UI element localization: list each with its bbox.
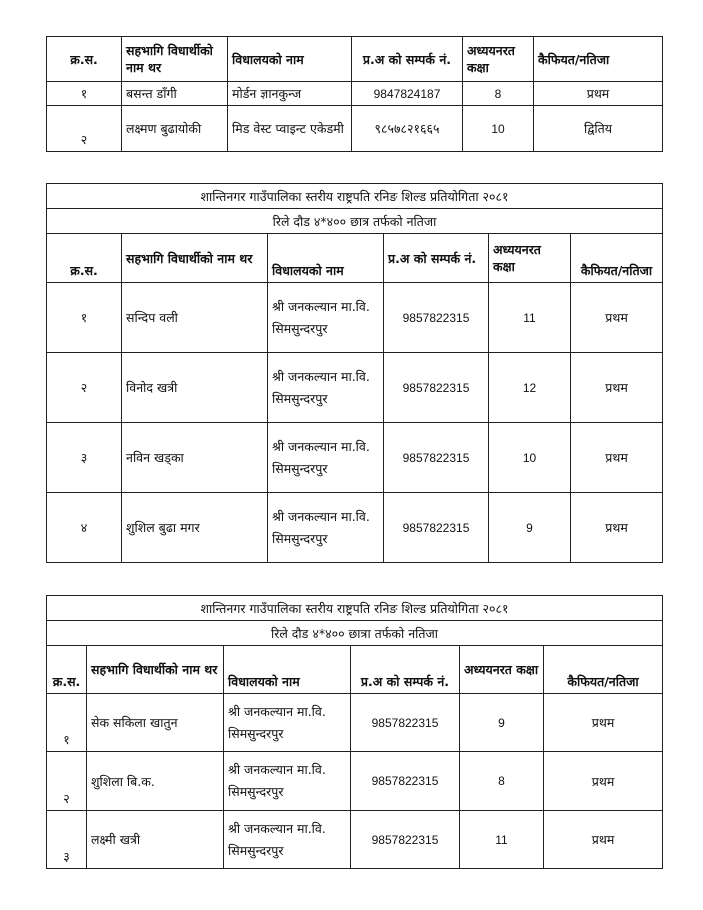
row-school: मिड वेस्ट प्वाइन्ट एकेडमी [228,106,352,152]
row-sn: ४ [47,493,122,563]
row-sn: ३ [47,811,87,869]
table-header-row [47,234,663,283]
table-subtitle-row [47,209,663,234]
results-table-2 [46,183,663,563]
header-school: विधालयको नाम [268,234,384,283]
row-phone: 9847824187 [352,82,463,106]
header-result: कैफियत/नतिजा [544,646,663,694]
table-row [47,283,663,353]
row-school: श्री जनकल्यान मा.वि. सिमसुन्दरपुर [224,752,351,811]
results-table-1 [46,36,663,152]
results-table-3 [46,595,663,869]
table-row [47,423,663,493]
header-phone: प्र.अ को सम्पर्क नं. [351,646,460,694]
row-sn: २ [47,106,122,152]
header-result: कैफियत/नतिजा [571,234,663,283]
row-name: शुशिला बि.क. [87,752,224,811]
table-title-row [47,596,663,621]
header-name: सहभागि विधार्थीको नाम थर [122,37,228,82]
row-grade: 11 [489,283,571,353]
table-row [47,493,663,563]
header-grade: अध्ययनरत कक्षा [463,37,534,82]
row-grade: 9 [460,694,544,752]
row-result: प्रथम [571,423,663,493]
table-row [47,752,663,811]
table-title: शान्तिनगर गाउँपालिका स्तरीय राष्ट्रपति रनिङ शिल्ड प्रतियोगिता २०८१ [47,596,663,621]
header-grade: अध्ययनरत कक्षा [460,646,544,694]
row-grade: 9 [489,493,571,563]
row-sn: २ [47,353,122,423]
header-school: विधालयको नाम [224,646,351,694]
table-row [47,811,663,869]
row-grade: 12 [489,353,571,423]
row-grade: 11 [460,811,544,869]
row-name: सेक सकिला खातुन [87,694,224,752]
row-grade: 10 [463,106,534,152]
row-result: द्वितिय [534,106,663,152]
row-school: श्री जनकल्यान मा.वि. सिमसुन्दरपुर [224,694,351,752]
row-school: श्री जनकल्यान मा.वि. सिमसुन्दरपुर [224,811,351,869]
row-name: बसन्त डाँगी [122,82,228,106]
header-name: सहभागि विधार्थीको नाम थर [87,646,224,694]
row-grade: 10 [489,423,571,493]
row-sn: २ [47,752,87,811]
row-result: प्रथम [544,811,663,869]
row-name: विनोद खत्री [122,353,268,423]
row-result: प्रथम [534,82,663,106]
table-row [47,82,663,106]
row-school: श्री जनकल्यान मा.वि. सिमसुन्दरपुर [268,353,384,423]
header-sn: क्र.स. [47,646,87,694]
row-phone: 9857822315 [351,694,460,752]
row-result: प्रथम [544,752,663,811]
row-phone: ९८५७८२१६६५ [352,106,463,152]
row-school: श्री जनकल्यान मा.वि. सिमसुन्दरपुर [268,423,384,493]
header-phone: प्र.अ को सम्पर्क नं. [352,37,463,82]
row-sn: ३ [47,423,122,493]
header-phone: प्र.अ को सम्पर्क नं. [384,234,489,283]
header-grade: अध्ययनरत कक्षा [489,234,571,283]
table-subtitle: रिले दौड ४*४०० छात्र तर्फको नतिजा [47,209,663,234]
header-sn: क्र.स. [47,37,122,82]
row-school: श्री जनकल्यान मा.वि. सिमसुन्दरपुर [268,283,384,353]
header-sn: क्र.स. [47,234,122,283]
row-sn: १ [47,694,87,752]
row-grade: 8 [463,82,534,106]
table-header-row [47,646,663,694]
row-sn: १ [47,82,122,106]
row-name: लक्ष्मण बुढायोकी [122,106,228,152]
row-name: सन्दिप वली [122,283,268,353]
row-school: मोर्डन ज्ञानकुन्ज [228,82,352,106]
row-phone: 9857822315 [384,423,489,493]
row-grade: 8 [460,752,544,811]
header-result: कैफियत/नतिजा [534,37,663,82]
table-subtitle-row [47,621,663,646]
table-header-row [47,37,663,82]
row-school: श्री जनकल्यान मा.वि. सिमसुन्दरपुर [268,493,384,563]
row-phone: 9857822315 [384,493,489,563]
row-result: प्रथम [571,493,663,563]
row-phone: 9857822315 [384,353,489,423]
table-row [47,353,663,423]
table-subtitle: रिले दौड ४*४०० छात्रा तर्फको नतिजा [47,621,663,646]
table-row [47,694,663,752]
row-phone: 9857822315 [384,283,489,353]
row-result: प्रथम [571,353,663,423]
header-name: सहभागि विधार्थीको नाम थर [122,234,268,283]
header-school: विधालयको नाम [228,37,352,82]
row-result: प्रथम [544,694,663,752]
row-sn: १ [47,283,122,353]
row-phone: 9857822315 [351,811,460,869]
row-name: लक्ष्मी खत्री [87,811,224,869]
row-result: प्रथम [571,283,663,353]
row-name: शुशिल बुढा मगर [122,493,268,563]
table-title: शान्तिनगर गाउँपालिका स्तरीय राष्ट्रपति रनिङ शिल्ड प्रतियोगिता २०८१ [47,184,663,209]
row-name: नविन खड्का [122,423,268,493]
table-row [47,106,663,152]
row-phone: 9857822315 [351,752,460,811]
table-title-row [47,184,663,209]
